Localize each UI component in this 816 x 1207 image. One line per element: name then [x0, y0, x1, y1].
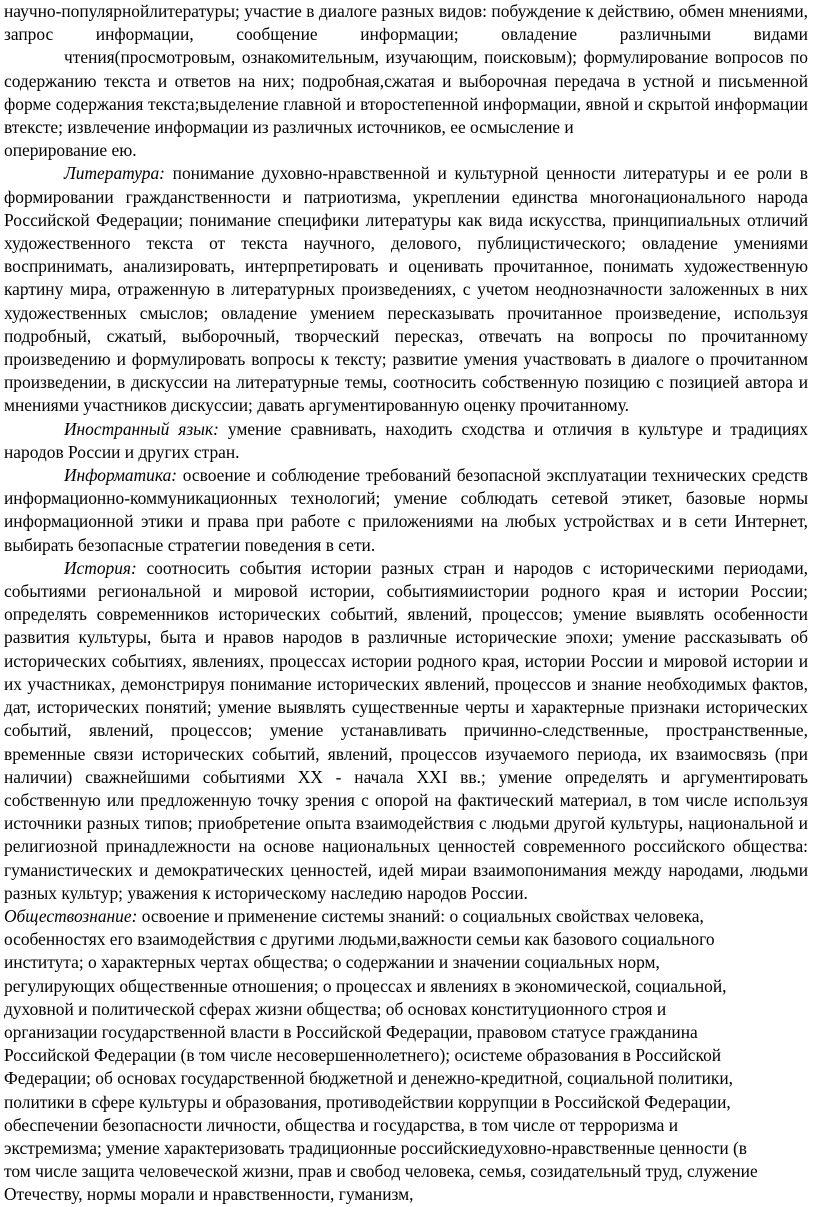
paragraph-line: организации государственной власти в Российской Федерации, правовом статусе гражданина: [4, 1021, 698, 1042]
paragraph-line: Федерации; об основах государственной бюджетной и денежно-кредитной, социальной политики,: [4, 1068, 734, 1089]
paragraph-line: экстремизма; умение характеризовать традиционные российскиедуховно-нравственные ценности (в: [4, 1137, 747, 1158]
subject-heading-history: История:: [64, 557, 137, 578]
paragraph-history: [4, 557, 808, 905]
paragraph-line: особенностях его взаимодействия с другими людьми,важности семьи как базового социального: [4, 929, 715, 950]
subject-heading-literature: Литература:: [64, 163, 165, 184]
paragraph-line: Российской Федерации (в том числе несовершеннолетнего); осистеме образования в Российской: [4, 1045, 722, 1066]
paragraph-line: том числе защита человеческой жизни, прав и свобод человека, семья, созидательный труд, служение: [4, 1161, 758, 1182]
paragraph-line: политики в сфере культуры и образования, противодействии коррупции в Российской Федерации,: [4, 1091, 731, 1112]
paragraph-informatics: [4, 464, 808, 557]
subject-heading-informatics: Информатика:: [64, 465, 178, 486]
paragraph-social-studies: [4, 905, 808, 1207]
subject-heading-foreign-language: Иностранный язык:: [64, 418, 219, 439]
paragraph-line: духовной и политической сферах жизни общества; об основах конституционного строя и: [4, 998, 667, 1019]
paragraph-line: Отечеству, нормы морали и нравственности, гуманизм,: [4, 1184, 414, 1205]
paragraph-reading-skills: [4, 0, 808, 139]
paragraph-reading-skills-end: [4, 139, 808, 162]
paragraph-literature: [4, 162, 808, 417]
paragraph-text: соотносить события истории разных стран и народов с историческими периодами, событиями региональной и мировой истории, событиямиистории родного края и истории России; определять современников исторических событий, явлений, процессов; умение выявлять особенности развития культуры, быта и нравов народов в различные исторические эпохи; умение рассказывать об исторических событиях, явлениях, процессах истории родного края, истории России и мировой истории и их участниках, демонстрируя понимание исторических явлений, процессов и знание необходимых фактов, дат, исторических понятий; умение выявлять существенные черты и характерные признаки исторических событий, явлений, процессов; умение устанавливать причинно-следственные, пространственные, временные связи исторических событий, явлений, процессов изучаемого периода, их взаимосвязь (при наличии) сважнейшими событиями XX - начала XXI вв.; умение определять и аргументировать собственную или предложенную точку зрения с опорой на фактический материал, в том числе используя источники разных типов; приобретение опыта взаимодействия с людьми другой культуры, национальной и религиозной принадлежности на основе национальных ценностей современного российского общества: гуманистических и демократических ценностей, идей мираи взаимопонимания между народами, людьми разных культур; уважения к историческому наследию народов России.: [4, 557, 808, 903]
paragraph-line: обеспечении безопасности личности, общества и государства, в том числе от терроризма и: [4, 1114, 679, 1135]
paragraph-foreign-language: [4, 418, 808, 464]
paragraph-text: освоение и применение системы знаний: о социальных свойствах человека,: [137, 905, 704, 926]
paragraph-text: чтения(просмотровым, ознакомительным, изучающим, поисковым); формулирование вопросов по содержанию текста и ответов на них; подробная,сжатая и выборочная передача в устной и письменной форме содержания текста;выделение главной и второстепенной информации, явной и скрытой информации втексте; извлечение информации из различных источников, ее осмысление и: [4, 47, 808, 138]
paragraph-text: оперирование ею.: [4, 140, 137, 161]
paragraph-text: умение сравнивать, находить сходства и отличия в культуре и традициях народов России и других стран.: [4, 418, 808, 462]
paragraph-text: освоение и соблюдение требований безопасной эксплуатации технических средств информационно-коммуникационных технологий; умение соблюдать сетевой этикет, базовые нормы информационной этики и права при работе с приложениями на любых устройствах и в сети Интернет, выбирать безопасные стратегии поведения в сети.: [4, 465, 808, 555]
paragraph-text: понимание духовно-нравственной и культурной ценности литературы и ее роли в формировании гражданственности и патриотизма, укреплении единства многонационального народа Российской Федерации; понимание специфики литературы как вида искусства, принципиальных отличий художественного текста от текста научного, делового, публицистического; овладение умениями воспринимать, анализировать, интерпретировать и оценивать прочитанное, понимать художественную картину мира, отраженную в литературных произведениях, с учетом неоднозначности заложенных в них художественных смыслов; овладение умением пересказывать прочитанное произведение, используя подробный, сжатый, выборочный, творческий пересказ, отвечать на вопросы по прочитанному произведению и формулировать вопросы к тексту; развитие умения участвовать в диалоге о прочитанном произведении, в дискуссии на литературные темы, соотносить собственную позицию с позицией автора и мнениями участников дискуссии; давать аргументированную оценку прочитанному.: [4, 163, 808, 416]
paragraph-text: научно-популярнойлитературы; участие в диалоге разных видов: побуждение к действию, обмен мнениями, запрос информации, сообщение информации; овладение различными видами: [4, 1, 808, 45]
paragraph-line: института; о характерных чертах общества; о содержании и значении социальных норм,: [4, 952, 660, 973]
subject-heading-social-studies: Обществознание:: [4, 905, 138, 926]
paragraph-line: регулирующих общественные отношения; о процессах и явлениях в экономической, социальной,: [4, 975, 727, 996]
